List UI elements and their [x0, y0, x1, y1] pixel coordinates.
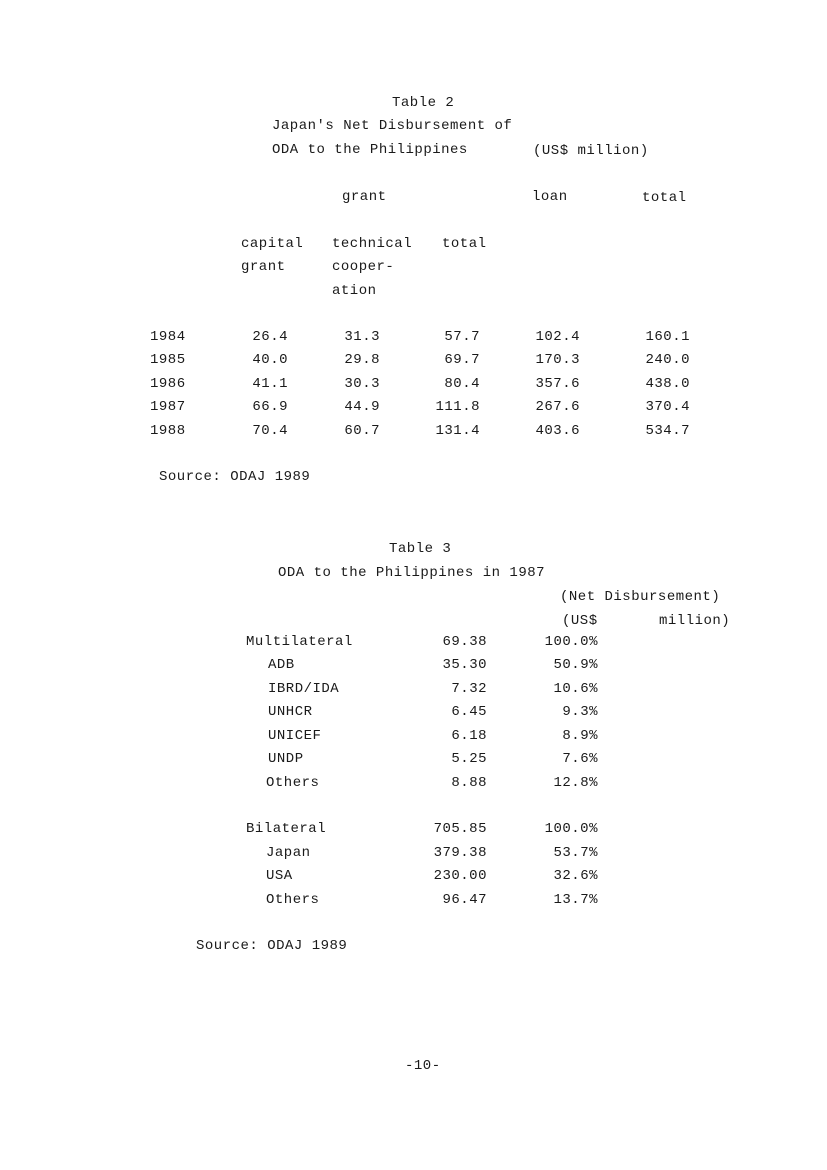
item-label: UNHCR: [268, 704, 313, 720]
item-label: Japan: [266, 845, 311, 861]
row-capital: 26.4: [252, 329, 288, 345]
item-pct: 12.8%: [553, 775, 598, 791]
row-year: 1984: [150, 329, 186, 345]
table2-title-line1: Japan's Net Disbursement of: [272, 118, 513, 134]
row-technical: 60.7: [344, 423, 380, 439]
group-pct: 100.0%: [544, 634, 598, 650]
row-year: 1987: [150, 399, 186, 415]
row-loan: 267.6: [535, 399, 580, 415]
row-total: 240.0: [645, 352, 690, 368]
item-pct: 50.9%: [553, 657, 598, 673]
row-total: 370.4: [645, 399, 690, 415]
item-label: ADB: [268, 657, 295, 673]
row-technical: 44.9: [344, 399, 380, 415]
row-total: 160.1: [645, 329, 690, 345]
row-loan: 403.6: [535, 423, 580, 439]
table3-source: Source: ODAJ 1989: [196, 938, 348, 954]
group-label: Multilateral: [246, 634, 353, 650]
row-grant-total: 111.8: [435, 399, 480, 415]
item-value: 379.38: [433, 845, 487, 861]
item-pct: 10.6%: [553, 681, 598, 697]
table2-header-loan: loan: [532, 189, 568, 205]
table2-header-grant-total: total: [442, 236, 487, 252]
table3-label: Table 3: [389, 541, 452, 557]
table2-unit: (US$ million): [533, 143, 649, 159]
item-pct: 13.7%: [553, 892, 598, 908]
table2-label: Table 2: [392, 95, 455, 111]
group-label: Bilateral: [246, 821, 327, 837]
row-technical: 31.3: [344, 329, 380, 345]
item-label: Others: [266, 775, 320, 791]
item-pct: 7.6%: [562, 751, 598, 767]
item-label: UNDP: [268, 751, 304, 767]
row-grant-total: 57.7: [444, 329, 480, 345]
row-grant-total: 80.4: [444, 376, 480, 392]
item-value: 230.00: [433, 868, 487, 884]
item-value: 6.18: [451, 728, 487, 744]
item-value: 35.30: [442, 657, 487, 673]
table3-unit-line2b: million): [659, 613, 731, 629]
item-pct: 9.3%: [562, 704, 598, 720]
table2-header-capital-1: capital: [241, 236, 304, 252]
table3-unit-line2a: (US$: [562, 613, 598, 629]
row-grant-total: 131.4: [435, 423, 480, 439]
table2-title-line2: ODA to the Philippines: [272, 142, 468, 158]
item-value: 8.88: [451, 775, 487, 791]
item-value: 7.32: [451, 681, 487, 697]
row-grant-total: 69.7: [444, 352, 480, 368]
row-total: 534.7: [645, 423, 690, 439]
item-value: 96.47: [442, 892, 487, 908]
row-capital: 41.1: [252, 376, 288, 392]
row-year: 1986: [150, 376, 186, 392]
item-value: 6.45: [451, 704, 487, 720]
row-total: 438.0: [645, 376, 690, 392]
item-label: IBRD/IDA: [268, 681, 340, 697]
row-year: 1985: [150, 352, 186, 368]
row-technical: 29.8: [344, 352, 380, 368]
table2-source: Source: ODAJ 1989: [159, 469, 311, 485]
row-capital: 40.0: [252, 352, 288, 368]
table2-header-technical-3: ation: [332, 283, 377, 299]
row-loan: 170.3: [535, 352, 580, 368]
item-value: 5.25: [451, 751, 487, 767]
row-capital: 70.4: [252, 423, 288, 439]
table3-title: ODA to the Philippines in 1987: [278, 565, 546, 581]
item-label: USA: [266, 868, 293, 884]
row-capital: 66.9: [252, 399, 288, 415]
group-pct: 100.0%: [544, 821, 598, 837]
row-year: 1988: [150, 423, 186, 439]
page-number: -10-: [405, 1058, 441, 1074]
table2-header-technical-1: technical: [332, 236, 413, 252]
table3-unit-line1: (Net Disbursement): [560, 589, 721, 605]
row-technical: 30.3: [344, 376, 380, 392]
group-value: 69.38: [442, 634, 487, 650]
item-label: Others: [266, 892, 320, 908]
table2-header-total: total: [642, 190, 687, 206]
table2-header-grant: grant: [342, 189, 387, 205]
item-pct: 53.7%: [553, 845, 598, 861]
row-loan: 102.4: [535, 329, 580, 345]
table2-header-capital-2: grant: [241, 259, 286, 275]
item-pct: 8.9%: [562, 728, 598, 744]
group-value: 705.85: [433, 821, 487, 837]
item-pct: 32.6%: [553, 868, 598, 884]
item-label: UNICEF: [268, 728, 322, 744]
row-loan: 357.6: [535, 376, 580, 392]
table2-header-technical-2: cooper-: [332, 259, 395, 275]
